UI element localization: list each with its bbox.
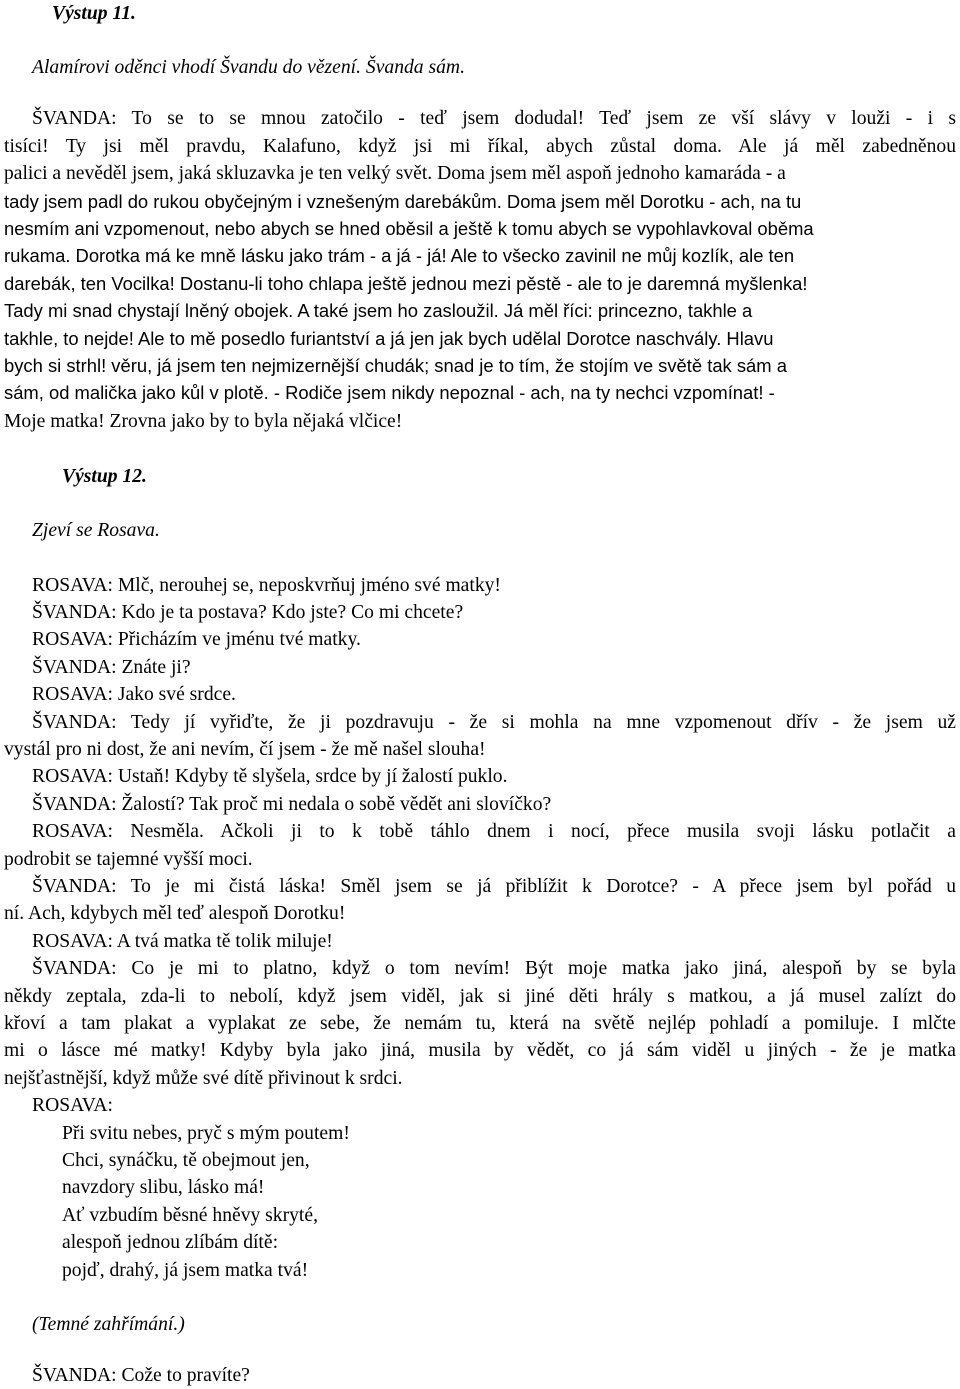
dialogue-line: ŠVANDA: Co je mi to platno, když o tom nevím! Být moje matka jako jiná, alespoň by se byla <box>32 958 956 979</box>
speech-line: tisíci! Ty jsi měl pravdu, Kalafuno, když jsi mi říkal, abych zůstal doma. Ale já měl zabedněnou <box>4 136 956 157</box>
stage-note: (Temné zahřímání.) <box>32 1314 185 1335</box>
dialogue-line: ŠVANDA: Znáte ji? <box>32 657 191 678</box>
dialogue-line: ŠVANDA: Tedy jí vyřiďte, že ji pozdravuju - že si mohla na mne vzpomenout dřív - že jsem už <box>32 712 956 733</box>
speech-line: sám, od malička jako kůl v plotě. - Rodiče jsem nikdy nepoznal - ach, na ty nechci vzpomínat! - <box>4 382 775 403</box>
dialogue-line: vystál pro ni dost, že ani nevím, čí jsem - že mě našel slouha! <box>4 739 486 760</box>
scene-11-direction: Alamírovi oděnci vhodí Švandu do vězení. Švanda sám. <box>32 57 465 78</box>
dialogue-line: ŠVANDA: Cože to pravíte? <box>32 1365 250 1386</box>
speech-line: Moje matka! Zrovna jako by to byla nějaká vlčice! <box>4 411 403 432</box>
dialogue-line: ROSAVA: Mlč, nerouhej se, neposkvrňuj jméno své matky! <box>32 575 501 596</box>
speech-line: palici a nevěděl jsem, jaká skluzavka je ten velký svět. Doma jsem měl aspoň jednoho kamaráda - a <box>4 163 786 184</box>
dialogue-line: ROSAVA: Přicházím ve jménu tvé matky. <box>32 629 361 650</box>
dialogue-line: ROSAVA: <box>32 1095 113 1116</box>
scene-11-heading: Výstup 11. <box>52 3 136 24</box>
speech-line: takhle, to nejde! Ale to mě posedlo furiantství a já jen jak bych udělal Dorotce naschvály. Hlavu <box>4 328 774 349</box>
dialogue-line: mi o lásce mé matky! Kdyby byla jako jiná, musila by vědět, co já sám viděl u jiných - že je matka <box>4 1040 956 1061</box>
dialogue-line: podrobit se tajemné vyšší moci. <box>4 849 253 870</box>
dialogue-line: ní. Ach, kdybych měl teď alespoň Dorotku! <box>4 903 346 924</box>
dialogue-line: ROSAVA: Ustaň! Kdyby tě slyšela, srdce by jí žalostí puklo. <box>32 766 508 787</box>
dialogue-line: nejšťastnější, když může své dítě přivinout k srdci. <box>4 1068 403 1089</box>
dialogue-line: ŠVANDA: Žalostí? Tak proč mi nedala o sobě vědět ani slovíčko? <box>32 794 552 815</box>
speech-line: ŠVANDA: To se to se mnou zatočilo - teď jsem dodudal! Teď jsem ze vší slávy v louži - i s <box>32 108 956 129</box>
dialogue-line: ŠVANDA: To je mi čistá láska! Směl jsem se já přiblížit k Dorotce? - A přece jsem byl pořád u <box>32 876 956 897</box>
scene-12-heading: Výstup 12. <box>62 466 147 487</box>
verse-line: navzdory slibu, lásko má! <box>62 1177 265 1198</box>
speech-line: Tady mi snad chystají lněný obojek. A také jsem ho zasloužil. Já měl říci: princezno, takhle a <box>4 300 753 321</box>
verse-line: Chci, synáčku, tě obejmout jen, <box>62 1150 310 1171</box>
speech-line: bych si strhl! věru, já jsem ten nejmizernější chudák; snad je to tím, že stojím ve světě tak sám a <box>4 355 787 376</box>
speech-line: rukama. Dorotka má ke mně lásku jako trám - a já - já! Ale to všecko zavinil ne můj kozlík, ale ten <box>4 245 795 266</box>
verse-line: pojď, drahý, já jsem matka tvá! <box>62 1260 309 1281</box>
verse-line: Při svitu nebes, pryč s mým poutem! <box>62 1123 350 1144</box>
speech-line: nesmím ani vzpomenout, nebo abych se hned oběsil a ještě k tomu abych se vypohlavkoval oběma <box>4 218 814 239</box>
dialogue-line: někdy zeptala, zda-li to nebolí, když jsem viděl, jak si jiné děti hrály s matkou, a já musel zalízt do <box>4 986 956 1007</box>
scene-12-direction: Zjeví se Rosava. <box>32 520 160 541</box>
verse-line: alespoň jednou zlíbám dítě: <box>62 1232 279 1253</box>
dialogue-line: ROSAVA: A tvá matka tě tolik miluje! <box>32 931 333 952</box>
dialogue-line: ROSAVA: Jako své srdce. <box>32 684 236 705</box>
dialogue-line: křoví a tam plakat a vyplakat ze sebe, že nemám tu, která na světě nejlép pohladí a pomiluje. I mlčte <box>4 1013 956 1034</box>
speech-line: darebák, ten Vocilka! Dostanu-li toho chlapa ještě jednou mezi pěstě - ale to je daremná myšlenka! <box>4 273 808 294</box>
verse-line: Ať vzbudím běsné hněvy skryté, <box>62 1205 318 1226</box>
speech-line: tady jsem padl do rukou obyčejným i vznešeným darebákům. Doma jsem měl Dorotku - ach, na tu <box>4 191 802 212</box>
dialogue-line: ROSAVA: Nesměla. Ačkoli ji to k tobě táhlo dnem i nocí, přece musila svoji lásku potlačit a <box>32 821 956 842</box>
dialogue-line: ŠVANDA: Kdo je ta postava? Kdo jste? Co mi chcete? <box>32 602 464 623</box>
